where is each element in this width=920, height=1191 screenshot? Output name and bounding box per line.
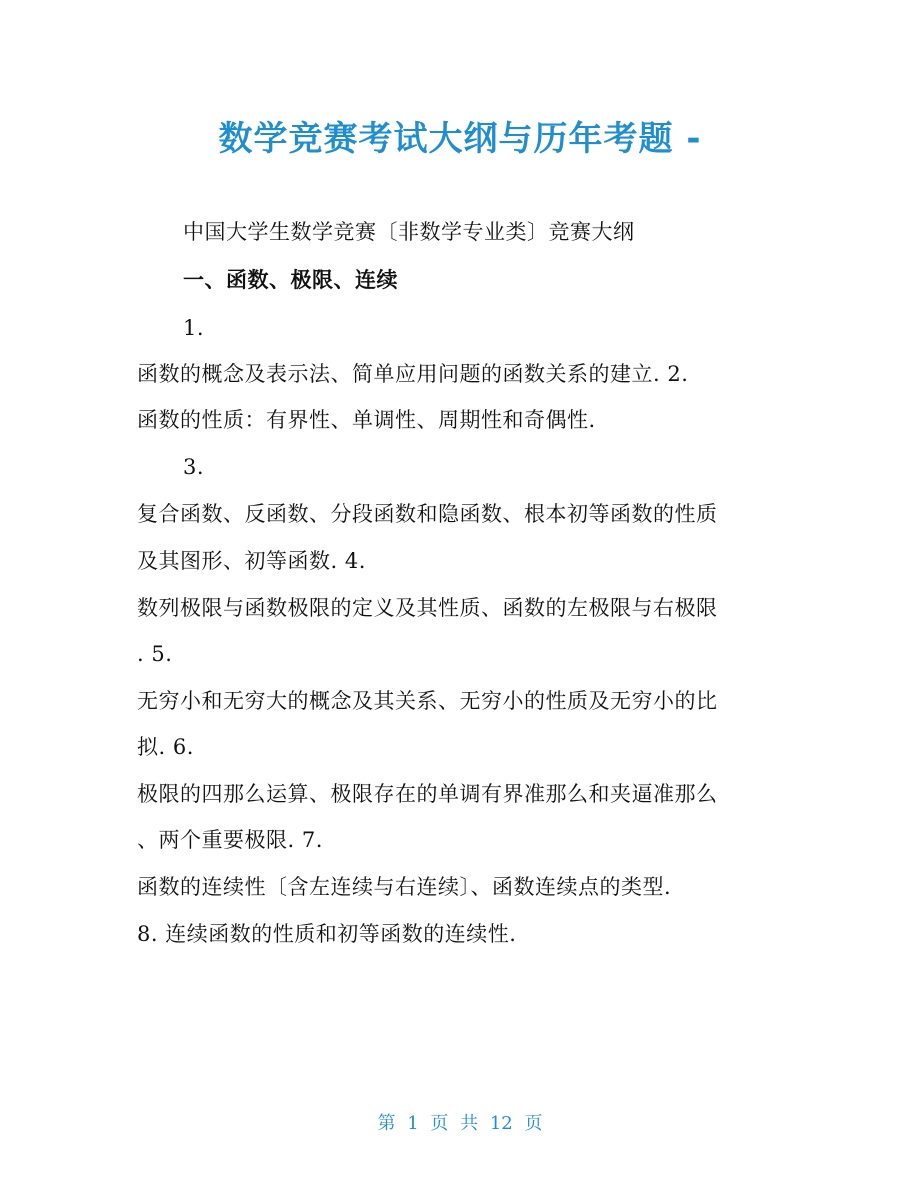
- syllabus-subtitle: 中国大学生数学竞赛〔非数学专业类〕竞赛大纲: [183, 220, 635, 244]
- paragraph-line: 8. 连续函数的性质和初等函数的连续性.: [137, 922, 517, 946]
- item-number: 1.: [183, 316, 205, 340]
- paragraph-line: 极限的四那么运算、极限存在的单调有界准那么和夹逼准那么: [137, 782, 718, 806]
- paragraph-line: 、两个重要极限. 7.: [137, 828, 323, 852]
- paragraph-line: 函数的性质：有界性、单调性、周期性和奇偶性.: [137, 408, 596, 432]
- page-footer: 第 1 页 共 12 页: [377, 1113, 543, 1134]
- paragraph-line: 拟. 6.: [137, 735, 194, 759]
- paragraph-line: 无穷小和无穷大的概念及其关系、无穷小的性质及无穷小的比: [137, 689, 718, 713]
- paragraph-line: 及其图形、初等函数. 4.: [137, 549, 366, 573]
- paragraph-line: 函数的概念及表示法、简单应用问题的函数关系的建立. 2.: [137, 362, 689, 386]
- section-heading: 一、函数、极限、连续: [183, 268, 398, 292]
- paragraph-line: 数列极限与函数极限的定义及其性质、函数的左极限与右极限: [137, 596, 718, 620]
- paragraph-line: 函数的连续性〔含左连续与右连续〕、函数连续点的类型.: [137, 875, 672, 899]
- paragraph-line: . 5.: [137, 642, 173, 666]
- paragraph-line: 复合函数、反函数、分段函数和隐函数、根本初等函数的性质: [137, 502, 718, 526]
- document-title: 数学竞赛考试大纲与历年考题 -: [218, 119, 702, 159]
- item-number: 3.: [183, 455, 205, 479]
